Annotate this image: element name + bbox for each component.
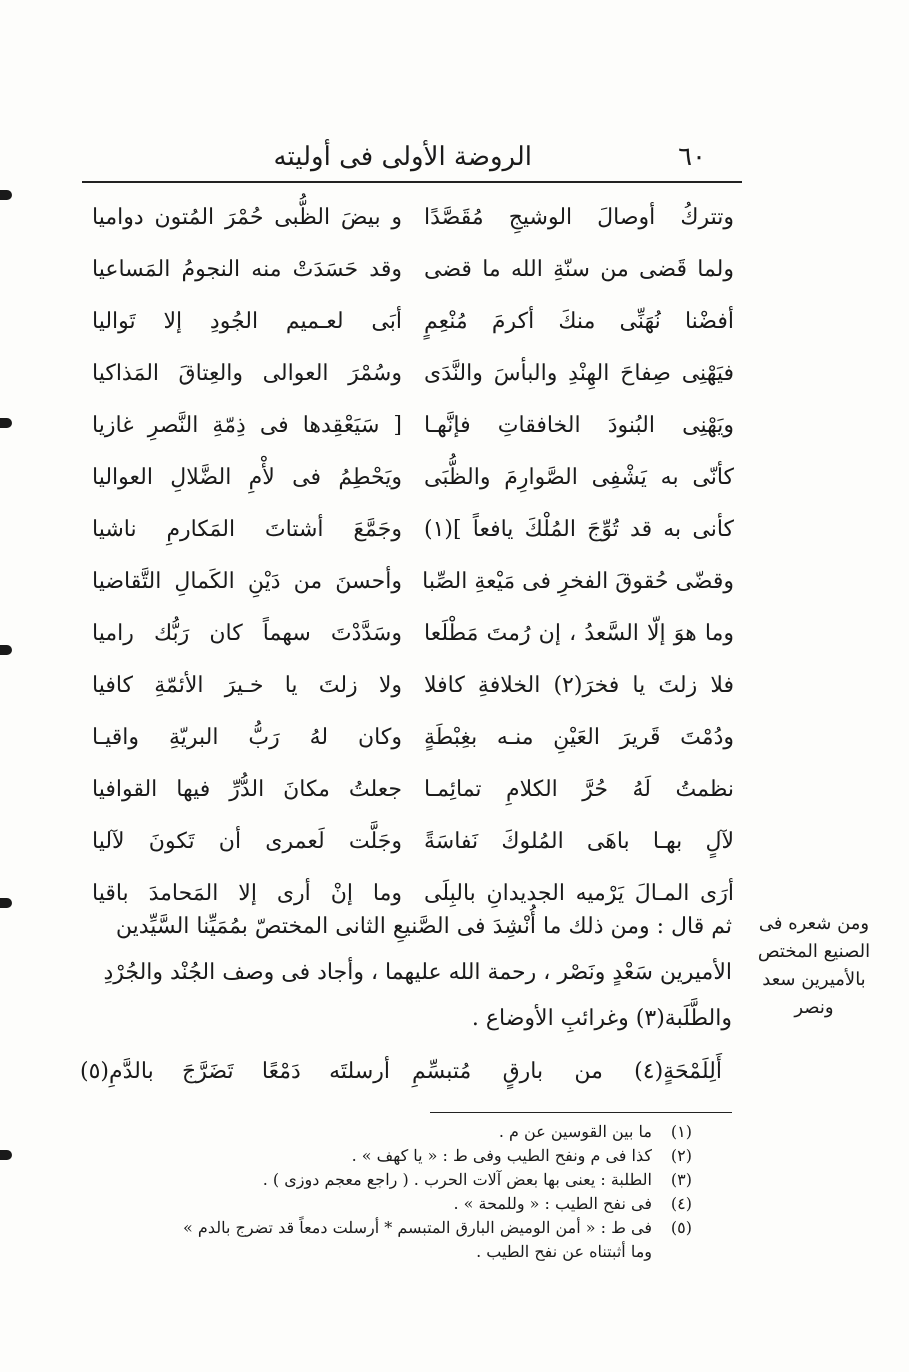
verse — [82, 768, 742, 820]
footnote-text: فى نفح الطيب : « وللمحة » . — [453, 1194, 652, 1213]
verse-second-hemistich: وكان لهُ رَبُّ البريّةِ واقيـا — [92, 725, 402, 750]
footnote-text: كذا فى م ونفح الطيب وفى ط : « يا كهف » . — [351, 1146, 652, 1165]
verse-second-hemistich: وجَمَّعَ أشتاتَ المَكارمِ ناشيا — [92, 517, 402, 542]
footnote-text: ما بين القوسين عن م . — [498, 1122, 652, 1141]
verse-second-hemistich: أرسلتَه دَمْعًا تَضَرَّجَ بالدَّمِ(٥) — [80, 1059, 390, 1084]
verse-first-hemistich: فيَهْنِى صِفاحَ الهِنْدِ والبأسَ والنَّدَى — [424, 361, 734, 386]
verse-second-hemistich: [ سَيَعْقِدها فى ذِمّةِ النَّصرِ غازيا — [92, 413, 402, 438]
binding-mark — [0, 898, 12, 908]
footnote-number: (٢) — [670, 1146, 692, 1165]
verse-second-hemistich: وجَلَّت لَعمرى أن تَكونَ لآليا — [92, 829, 402, 854]
verse-second-hemistich: وأحسنَ من دَيْنِ الكَمالِ التَّقاضيا — [92, 569, 402, 594]
verse-first-hemistich: كأنى به قد تُوِّجَ المُلْكَ يافعاً ](١) — [424, 517, 734, 542]
verse-second-hemistich: وسَدَّدْتَ سهماً كان رَبُّك راميا — [92, 621, 402, 646]
footnote-continuation: وما أثبتناه عن نفح الطيب . — [476, 1242, 652, 1261]
poem-verses — [82, 196, 742, 924]
verse-first-hemistich: ودُمْتَ قَريرَ العَيْنِ منـه بغِبْطَةٍ — [424, 725, 734, 750]
verse — [82, 456, 742, 508]
verse-second-hemistich: جعلتُ مكانَ الدُّرِّ فيها القوافيا — [92, 777, 402, 802]
footnote — [100, 1120, 692, 1144]
prose-paragraph — [82, 904, 732, 1042]
verse — [82, 716, 742, 768]
prose-line: والطَّلَبة(٣) وغرائبِ الأوضاع . — [471, 1006, 732, 1031]
margin-note-line: ونصر — [794, 997, 834, 1018]
running-title: الروضة الأولى فى أوليته — [273, 142, 532, 172]
footnote — [100, 1192, 692, 1216]
margin-note — [748, 910, 880, 1022]
prose-line: الأميرين سَعْدٍ ونَصْر ، رحمة الله عليهما ، وأجاد فى وصف الجُنْد والجُرْدِ — [103, 960, 732, 985]
footnote — [100, 1144, 692, 1168]
verse-first-hemistich: وما هوَ إلّا السَّعدُ ، إن رُمتَ مَطْلَعا — [424, 621, 734, 646]
verse — [82, 508, 742, 560]
verse-second-hemistich: وسُمْرَ العوالى والعِتاقَ المَذاكيا — [92, 361, 402, 386]
verse — [82, 404, 742, 456]
page-header — [82, 140, 742, 180]
verse-second-hemistich: أبَى لعـميم الجُودِ إلا تَواليا — [92, 309, 402, 334]
verse — [82, 612, 742, 664]
binding-mark — [0, 1150, 12, 1160]
verse — [82, 352, 742, 404]
verse-first-hemistich: لآلٍ بهـا باهَى المُلوكَ نَفاسَةً — [424, 829, 734, 854]
footnote — [100, 1168, 692, 1192]
footnote-number: (٤) — [670, 1194, 692, 1213]
verse-second-hemistich: وما إنْ أرى إلا المَحامدَ باقيا — [92, 881, 402, 906]
page-number: ٦٠ — [678, 142, 706, 172]
footnote — [100, 1216, 692, 1240]
binding-mark — [0, 645, 12, 655]
verse-first-hemistich: أَلِلَمْحَةٍ(٤) من بارقٍ مُتبسِّمِ — [412, 1059, 722, 1084]
verse — [82, 664, 742, 716]
verse — [82, 560, 742, 612]
verse-first-hemistich: نظمتُ لَهُ حُرَّ الكلامِ تمائِمـا — [424, 777, 734, 802]
verse-second-hemistich: ويَحْطِمُ فى لأْمِ الضَّلالِ العواليا — [92, 465, 402, 490]
prose-line: ثم قال : ومن ذلك ما أُنْشِدَ فى الصَّنيعِ الثانى المختصّ بمُمَيِّنا السَّيِّدين — [115, 914, 732, 939]
verse-first-hemistich: ولما قَضى من سنّةِ الله ما قضى — [424, 257, 734, 282]
footnote-rule — [430, 1112, 732, 1113]
verse-first-hemistich: فلا زلتَ يا فخرَ(٢) الخلافةِ كافلا — [424, 673, 734, 698]
margin-note-line: ومن شعره فى — [758, 913, 870, 934]
verse-second-hemistich: و بيضَ الظُّبى حُمْرَ المُتون دواميا — [92, 205, 402, 230]
margin-note-line: الصنيع المختص — [757, 941, 871, 962]
binding-mark — [0, 418, 12, 428]
verse — [82, 820, 742, 872]
margin-note-line: بالأميرين سعد — [762, 969, 866, 990]
verse-second-hemistich: ولا زلتَ يا خـيرَ الأئمّةِ كافيا — [92, 673, 402, 698]
verse-first-hemistich: وقضّى حُقوقَ الفخرِ فى مَيْعةِ الصِّبا — [422, 569, 734, 594]
footnote-number: (١) — [670, 1122, 692, 1141]
verse-first-hemistich: ويَهْنِى البُنودَ الخافقاتِ فإنَّهـا — [424, 413, 734, 438]
verse — [82, 248, 742, 300]
header-rule — [82, 181, 742, 183]
footnotes — [100, 1120, 692, 1264]
verse — [82, 196, 742, 248]
footnote-number: (٥) — [670, 1218, 692, 1237]
verse-first-hemistich: وتتركُ أوصالَ الوشيجِ مُقَصَّدًا — [424, 205, 734, 230]
footnote-text: الطلبة : يعنى بها بعض آلات الحرب . ( راجع معجم دوزى ) . — [262, 1170, 652, 1189]
verse-second-hemistich: وقد حَسَدَتْ منه النجومُ المَساعيا — [92, 257, 402, 282]
verse — [82, 300, 742, 352]
poem-opening-verse — [70, 1050, 730, 1100]
binding-mark — [0, 190, 12, 200]
footnote-number: (٣) — [670, 1170, 692, 1189]
verse-first-hemistich: أرَى المـالَ يَرْميه الجديدانِ بالبِلَى — [424, 881, 734, 906]
footnote-text: فى ط : « أمن الوميض البارق المتبسم * أرسلت دمعاً قد تضرج بالدم » — [183, 1218, 652, 1237]
verse-first-hemistich: أفضْنا نُهَنِّى منكَ أكرمَ مُنْعِمٍ — [424, 309, 734, 334]
verse-first-hemistich: كأنّى به يَشْفِى الصَّوارِمَ والظُّبَى — [424, 465, 734, 490]
